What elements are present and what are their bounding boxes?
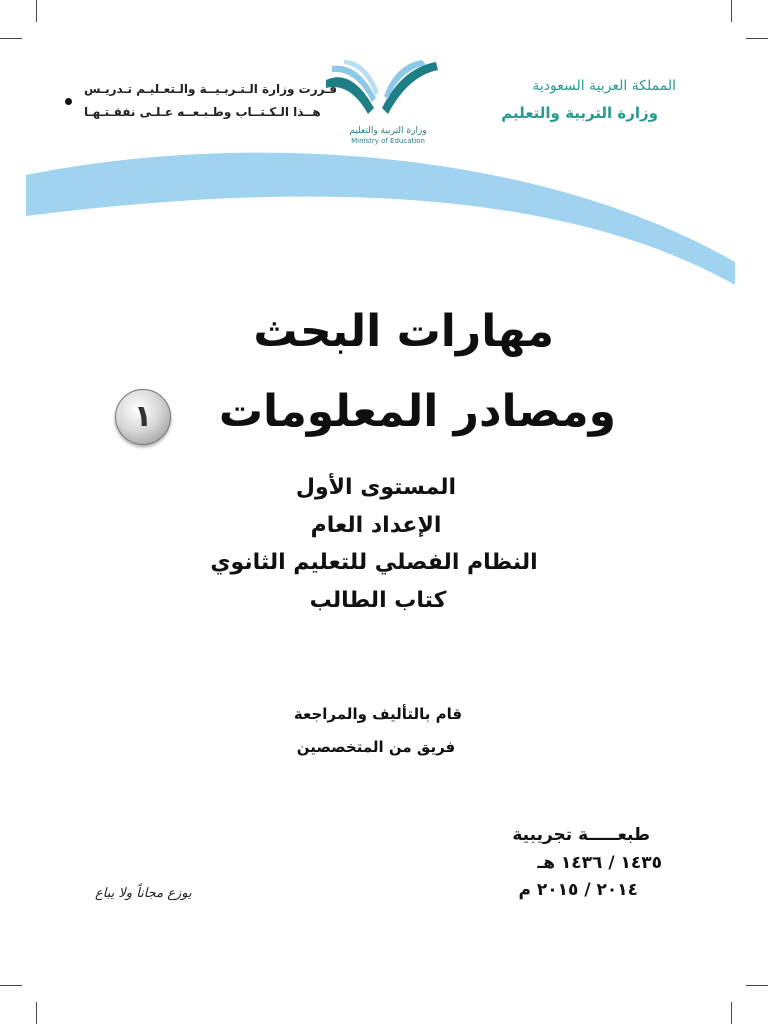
edition-hijri-year: ١٤٣٥ / ١٤٣٦ هـ xyxy=(537,853,662,873)
book-title-line-2: ومصادر المعلومات xyxy=(218,386,616,437)
logo-caption-english: Ministry of Education xyxy=(351,137,425,145)
part-number: ١ xyxy=(133,399,153,434)
free-distribution-note: يوزع مجاناً ولا يباع xyxy=(95,886,192,901)
book-type-label: كتاب الطالب xyxy=(309,588,447,613)
system-label: النظام الفصلي للتعليم الثانوي xyxy=(210,550,538,575)
decree-line-1: قـررت وزارة الـتـربـيــة والـتعـليـم تـدريـس xyxy=(84,82,338,96)
decorative-arc xyxy=(0,0,768,300)
decree-line-2: هــذا الـكـتــاب وطـبـعــه عـلـى نفقـتـهـا xyxy=(84,105,321,119)
track-label: الإعداد العام xyxy=(310,513,442,538)
ministry-name: وزارة التربية والتعليم xyxy=(501,104,658,122)
edition-gregorian-year: ٢٠١٤ / ٢٠١٥ م xyxy=(518,880,638,900)
level-label: المستوى الأول xyxy=(295,475,457,500)
kingdom-name: المملكة العربية السعودية xyxy=(532,78,676,94)
edition-label: طبعـــــة تجريبية xyxy=(512,825,650,845)
part-number-badge xyxy=(115,389,171,445)
authorship-line-2: فريق من المتخصصين xyxy=(296,738,456,756)
authorship-line-1: قام بالتأليف والمراجعة xyxy=(293,705,463,723)
logo-caption-arabic: وزارة التربية والتعليم xyxy=(349,126,427,136)
book-title-line-1: مهارات البحث xyxy=(253,306,554,357)
